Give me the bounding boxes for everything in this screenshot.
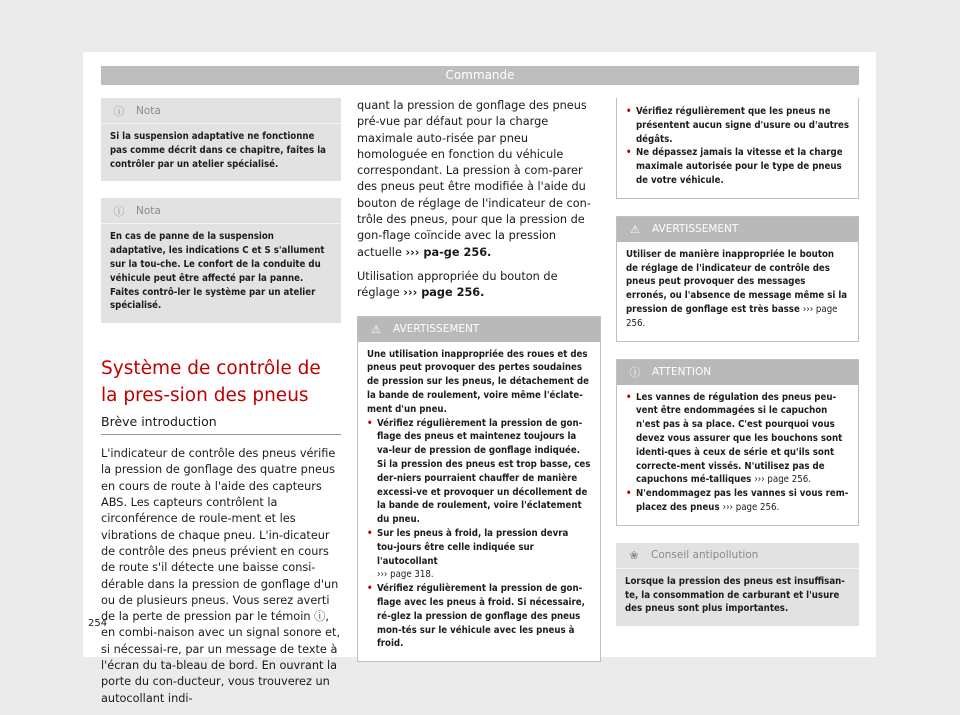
exclamation-circle-icon: ⓘ (629, 366, 641, 380)
info-icon: ⓘ (113, 204, 125, 218)
note-label: Nota (136, 104, 161, 117)
eco-tip-box (616, 543, 859, 626)
warning-list (367, 417, 591, 652)
attention-list (626, 391, 849, 515)
list-item: • Vérifiez régulièrement la pression de gon-flage avec les pneus à froid. Si nécessaire, ré-glez la pression de gonflage des pneus mon-tés sur le véhicule avec les pneus à froid. (367, 582, 591, 651)
section-title: Système de contrôle de la pres-sion des pneus (101, 358, 321, 407)
page-link[interactable]: ››› page 318. (377, 569, 434, 581)
page-link[interactable]: ››› page 256. (722, 501, 780, 513)
note-box (101, 198, 341, 323)
warning-triangle-icon: ⚠ (371, 322, 381, 336)
paragraph: L'indicateur de contrôle des pneus vérifie la pression de gonflage des quatre pneus en cours de route à l'aide des capteurs ABS. Les capteurs contrôlent la circonférence de roule-ment et les vibrations de chaque pneu. L'in-dicateur de contrôle des pneus prévient en cours de route s'il détecte une baisse consi-dérable dans la pression de gonflage d'un ou de plusieurs pneus. Vous serez averti de la perte de pression par le témoin ⓘ, en combi-naison avec un signal sonore et, si nécessai-re, par un message de texte à l'écran du ta-bleau de bord. En ouvrant la porte du con-ducteur, vous trouverez un autocollant indi- (101, 447, 341, 705)
running-header: Commande (101, 66, 859, 85)
column-left (101, 98, 341, 715)
warning-list (626, 105, 849, 188)
warning-intro: Une utilisation inappropriée des roues et des pneus peut provoquer des pertes soudaines de pression sur les pneus, le détachement de la bande de roulement, voire même l'éclate-ment d'un pneu. (367, 348, 589, 415)
page-link[interactable]: ››› page 256. (403, 286, 485, 300)
body-text (101, 446, 341, 707)
list-item: • Sur les pneus à froid, la pression devra tou-jours être celle indiquée sur l'autocollant ››› page 318. (367, 527, 591, 582)
eco-leaf-icon: ❀ (629, 548, 639, 562)
paragraph: Utilisation appropriée du bouton de réglage ››› page 256. (357, 269, 558, 300)
body-text (357, 98, 601, 302)
page-link[interactable]: ››› page 256. (754, 474, 811, 486)
column-middle (357, 98, 601, 679)
attention-label: ATTENTION (652, 366, 712, 379)
eco-text: Lorsque la pression des pneus est insuffisan-te, la consommation de carburant et l'usure des pneus sont plus importantes. (625, 575, 845, 615)
warning-box (357, 316, 601, 663)
note-text: En cas de panne de la suspension adaptative, les indications C et S s'allument sur la tou-che. Le confort de la conduite du véhicule peut être affecté par la panne. Faites contrô-ler le système par un atelier spécialisé. (110, 231, 325, 312)
paragraph: quant la pression de gonflage des pneus pré-vue par défaut pour la charge maximale auto-risée par pneu homologuée en fonction du véhicule correspondant. La pression à com-parer des pneus peut être modifiée à l'aide du bouton de réglage de l'indicateur de con-trôle des pneus, pour que la pression de gon-flage coïncide avec la pression actuelle ››› pa-ge 256. (357, 99, 591, 259)
warning-triangle-icon: ⚠ (630, 222, 640, 236)
warning-box-continued (616, 98, 859, 199)
section-subtitle: Brève introduction (101, 414, 341, 435)
warning-box (616, 216, 859, 342)
info-icon: ⓘ (113, 104, 125, 118)
note-box (101, 98, 341, 181)
list-item: • Ne dépassez jamais la vitesse et la charge maximale autorisée pour le type de pneus de votre véhicule. (626, 146, 849, 187)
list-item: • Vérifiez régulièrement la pression de gon-flage des pneus et maintenez toujours la va-leur de pression de gonflage indiquée. Si la pression des pneus est trop basse, ces der-niers pourraient chauffer de manière excessi-ve et provoquer un décollement de la bande de roulement, voire l'éclatement du pneu. (367, 417, 591, 527)
attention-box (616, 359, 859, 526)
warning-label: AVERTISSEMENT (652, 223, 739, 236)
list-item: • Les vannes de régulation des pneus peu-vent être endommagées si le capuchon n'est pas à sa place. C'est pourquoi vous devez vous assurer que les bouchons sont identi-ques à ceux de série et qu'ils sont correcte-ment vissés. N'utilisez pas de capuchons mé-talliques ››› page 256. (626, 391, 849, 488)
page-number: 254 (88, 618, 108, 629)
column-right (616, 98, 859, 643)
list-item: • N'endommagez pas les vannes si vous rem-placez des pneus ››› page 256. (626, 487, 849, 515)
warning-text: Utiliser de manière inappropriée le bouton de réglage de l'indicateur de contrôle des pneus peut provoquer des messages erronés, ou l'absence de message même si la pression de gonflage est très basse (626, 248, 848, 315)
note-label: Nota (136, 204, 161, 217)
note-text: Si la suspension adaptative ne fonctionne pas comme décrit dans ce chapitre, faites la contrôler par un atelier spécialisé. (110, 131, 326, 170)
list-item: • Vérifiez régulièrement que les pneus ne présentent aucun signe d'usure ou d'autres dégâts. (626, 105, 849, 146)
page-link[interactable]: ››› page 256. (626, 303, 838, 329)
eco-label: Conseil antipollution (651, 549, 759, 562)
page-link[interactable]: ››› pa-ge 256. (405, 245, 492, 259)
warning-label: AVERTISSEMENT (393, 323, 480, 336)
